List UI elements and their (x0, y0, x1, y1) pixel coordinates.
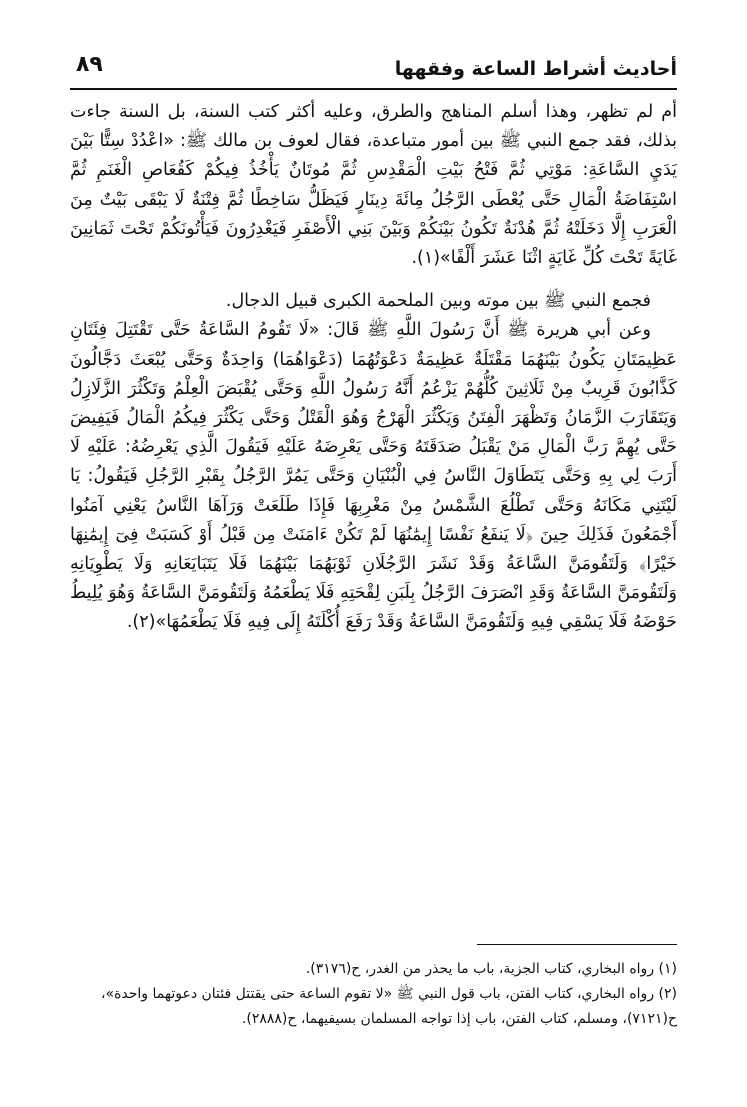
footnote: (١) رواه البخاري، كتاب الجزية، باب ما يحذر من الغدر، ح(٣١٧٦). (305, 961, 677, 977)
paragraph: أم لم تظهر، وهذا أسلم المناهج والطرق، وعليه أكثر كتب السنة، بل السنة جاءت بذلك، فقد جمع النبي ﷺ بين أمور متباعدة، فقال لعوف بن مالك ﷺ: «اعْدُدْ سِتًّا بَيْنَ يَدَيِ السَّاعَةِ: مَوْتِي ثُمَّ فَتْحُ بَيْتِ الْمَقْدِسِ ثُمَّ مُوتَانٌ يَأْخُذُ فِيكُمْ كَقُعَاصِ الْغَنَمِ ثُمَّ اسْتِفَاضَةُ الْمَالِ حَتَّى يُعْطَى الرَّجُلُ مِائَةَ دِينَارٍ فَيَظَلُّ سَاخِطًا ثُمَّ فِتْنَةٌ لَا يَبْقَى بَيْتٌ مِنَ الْعَرَبِ إِلَّا دَخَلَتْهُ ثُمَّ هُدْنَةٌ تَكُونُ بَيْنَكُمْ وَبَيْنَ بَنِي الْأَصْفَرِ فَيَغْدِرُونَ فَيَأْتُونَكُمْ تَحْتَ ثَمَانِينَ غَايَةً تَحْتَ كُلِّ غَايَةٍ اثْنَا عَشَرَ أَلْفًا»(١). (70, 102, 677, 269)
page-header (70, 52, 677, 90)
footnote: (٢) رواه البخاري، كتاب الفتن، باب قول النبي ﷺ «لا تقوم الساعة حتى يقتتل فئتان دعوتهما واحدة»، ح(٧١٢١)، ومسلم، كتاب الفتن، باب إذا تواجه المسلمان بسيفيهما، ح(٢٨٨٨). (101, 986, 677, 1027)
main-text (70, 98, 677, 638)
paragraph: فجمع النبي ﷺ بين موته وبين الملحمة الكبرى قبيل الدجال. (225, 291, 651, 312)
running-title: أحاديث أشراط الساعة وفقهها (394, 58, 677, 80)
paragraph: وعن أبي هريرة ﷺ أَنَّ رَسُولَ اللَّهِ ﷺ قَالَ: «لَا تَقُومُ السَّاعَةُ حَتَّى تَقْتَتِلَ فِئَتَانِ عَظِيمَتَانِ يَكُونُ بَيْنَهُمَا مَقْتَلَةٌ عَظِيمَةٌ دَعْوَتُهُمَا (دَعْوَاهُمَا) وَاحِدَةٌ وَحَتَّى يُبْعَثَ دَجَّالُونَ كَذَّابُونَ قَرِيبٌ مِنْ ثَلَاثِينَ كُلُّهُمْ يَزْعُمُ أَنَّهُ رَسُولُ اللَّهِ وَحَتَّى يُقْبَضَ الْعِلْمُ وَتَكْثُرَ الزَّلَازِلُ وَيَتَقَارَبَ الزَّمَانُ وَتَظْهَرَ الْفِتَنُ وَيَكْثُرَ الْهَرْجُ وَهُوَ الْقَتْلُ وَحَتَّى يَكْثُرَ فِيكُمُ الْمَالُ فَيَفِيضَ حَتَّى يُهِمَّ رَبَّ الْمَالِ مَنْ يَقْبَلُ صَدَقَتَهُ وَحَتَّى يَعْرِضَهُ عَلَيْهِ فَيَقُولَ الَّذِي يَعْرِضُهُ: عَلَيْهِ لَا أَرَبَ لِي بِهِ وَحَتَّى يَتَطَاوَلَ النَّاسُ فِي الْبُنْيَانِ وَحَتَّى يَمُرَّ الرَّجُلُ بِقَبْرِ الرَّجُلِ فَيَقُولُ: يَا لَيْتَنِي مَكَانَهُ وَحَتَّى تَطْلُعَ الشَّمْسُ مِنْ مَغْرِبِهَا فَإِذَا طَلَعَتْ وَرَآهَا النَّاسُ يَعْنِي آمَنُوا أَجْمَعُونَ فَذَلِكَ حِينَ ﴿لَا يَنفَعُ نَفْسًا إِيمَٰنُهَا لَمْ تَكُنْ ءَامَنَتْ مِن قَبْلُ أَوْ كَسَبَتْ فِىٓ إِيمَٰنِهَا خَيْرًا﴾ وَلَتَقُومَنَّ السَّاعَةُ وَقَدْ نَشَرَ الرَّجُلَانِ ثَوْبَهُمَا بَيْنَهُمَا فَلَا يَتَبَايَعَانِهِ وَلَا يَطْوِيَانِهِ وَلَتَقُومَنَّ السَّاعَةُ وَقَدِ انْصَرَفَ الرَّجُلُ بِلَبَنِ لِقْحَتِهِ فَلَا يَطْعَمُهُ وَلَتَقُومَنَّ السَّاعَةُ وَهُوَ يُلِيطُ حَوْضَهُ فَلَا يَسْقِي فِيهِ وَلَتَقُومَنَّ السَّاعَةُ وَقَدْ رَفَعَ أُكْلَتَهُ إِلَى فِيهِ فَلَا يَطْعَمُهَا»(٢). (70, 320, 677, 633)
page-number: ٨٩ (76, 52, 103, 77)
footnotes (70, 957, 677, 1032)
footnote-divider (477, 944, 677, 945)
